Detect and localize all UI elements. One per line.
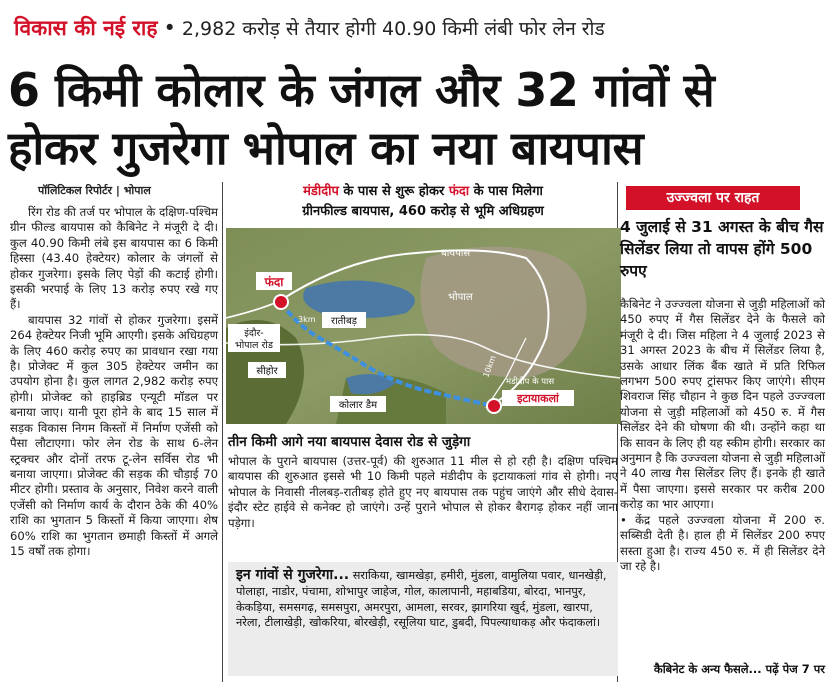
map-label-3km: 3km bbox=[298, 315, 316, 324]
ujjwala-paragraph: कैबिनेट ने उज्ज्वला योजना से जुड़ी महिलाओं को 450 रुपए में गैस सिलेंडर देने के फैसले को मंजूरी दे दी। जिस महिला ने 4 जुलाई 2023 से 31 अगस्त 2023 के बीच में सिलेंडर लिया है, उसके आधार लिंक बैंक खाते में प्रति रिफिल लगभग 500 रुपए ट्रांसफर किए जाएंगे। सीएम शिवराज सिंह चौहान ने कुछ दिन पहले उज्ज्वला योजना से जुड़ी महिलाओं को 450 रु. में गैस सिलेंडर देने की घोषणा की थी। उन्होंने कहा था कि सावन के लिए ही यह स्कीम होगी। सरकार का अनुमान है कि उज्ज्वला योजना से जुड़ी महिलाओं ने 40 लाख गैस सिलेंडर लिए हैं। इनके ही खाते में पैसा जाएगा। इससे सरकार पर करीब 200 करोड़ का भार आएगा। bbox=[620, 297, 825, 512]
villages-title: इन गांवों से गुजरेगा... bbox=[236, 567, 350, 583]
map-caption-fanda: फंदा bbox=[448, 184, 470, 199]
sub-headline-dewas-road: तीन किमी आगे नया बायपास देवास रोड से जुड़ेगा bbox=[228, 434, 471, 450]
map-label-sehore: सीहोर bbox=[256, 366, 278, 377]
map-caption-part: के पास से शुरू होकर bbox=[338, 184, 449, 199]
left-paragraph: बायपास 32 गांवों से होकर गुजरेगा। इसमें 264 हेक्टेयर निजी भूमि आएगी। इसके अधिग्रहण के लिए 460 करोड़ रुपए का प्रावधान रखा गया है। प्रोजेक्ट में कुल 305 हेक्टेयर जमीन का उपयोग होना है। कुल लागत 2,982 करोड़ रुपए होगी। प्रोजेक्ट को हाइब्रिड एन्यूटी मॉडल पर बनाया जाए। यानी पूरा होने के बाद 15 साल में सड़क विकास निगम किस्तों में निर्माण एजेंसी को पैसा लौटाएगा। फोर लेन रोड के साथ 6-लेन स्ट्रक्चर और दोनों तरफ टू-लेन सर्विस रोड भी बनाया जाएगा। प्रोजेक्ट की सड़क की चौड़ाई 70 मीटर होगी। प्रस्ताव के अनुसार, निवेश करने वाली एजेंसी को निर्माण कार्य के दौरान ठेके की 40% राशि का भुगतान 5 किस्तों में किया जाएगा। शेष 60% राशि का भुगतान छमाही किस्तों में अगले 15 वर्षों तक होगा। bbox=[10, 312, 218, 558]
middle-article-body bbox=[228, 454, 618, 531]
other-decisions-link[interactable]: कैबिनेट के अन्य फैसले... पढ़ें पेज 7 पर bbox=[653, 662, 825, 676]
map-label-bhopal: भोपाल bbox=[448, 292, 473, 303]
map-caption-line-1 bbox=[228, 182, 618, 202]
kicker-label: विकास की नई राह bbox=[14, 16, 158, 40]
left-article-body bbox=[10, 205, 218, 559]
byline: पॉलिटिकल रिपोर्टर | भोपाल bbox=[38, 184, 151, 197]
map-label-ratibad: रातीबड़ bbox=[330, 316, 358, 327]
kicker bbox=[14, 14, 824, 48]
left-paragraph: रिंग रोड की तर्ज पर भोपाल के दक्षिण-पश्चिम ग्रीन फील्ड बायपास को कैबिनेट ने मंजूरी दे दी। कुल 40.90 किमी लंबे इस बायपास का 6 किमी हिस्सा (43.40 हेक्टेयर) कोलार के जंगलों से होकर गुजरेगा। इसके लिए पेड़ों की कटाई होगी। इसकी भरपाई के लिए 13 करोड़ रुपए रखे गए हैं। bbox=[10, 205, 218, 312]
map-caption bbox=[228, 182, 618, 222]
map-label-fanda: फंदा bbox=[264, 275, 284, 289]
headline-line-1: 6 किमी कोलार के जंगल और 32 गांवों से bbox=[8, 63, 715, 117]
villages-text-block bbox=[236, 568, 612, 631]
villages-list: सराकिया, खामखेड़ा, हमीरी, मुंडला, वामुलिया पवार, धानखेड़ी, पोलाहा, नाडोर, पंचामा, शोभापुर जाहेज, गोल, कालापानी, महाबडिया, बोरदा, भानपुर, केकड़िया, समसगढ़, समसपुरा, अमरपुरा, आमला, सरवर, झागरिया खुर्द, मुंडला, खारपा, नरेला, टीलाखेड़ी, खोकरिया, बोरखेड़ी, रसूलिया घाट, डुबदी, पिपल्याधाकड़ और फंदाकलां। bbox=[236, 569, 607, 630]
headline-line-2: होकर गुजरेगा भोपाल का नया बायपास bbox=[8, 121, 644, 175]
map-label-kolar-dam: कोलार डैम bbox=[338, 400, 378, 411]
map-caption-line-2: ग्रीनफील्ड बायपास, 460 करोड़ से भूमि अधिग्रहण bbox=[302, 204, 544, 219]
ujjwala-paragraph: • केंद्र पहले उज्ज्वला योजना में 200 रु. सब्सिडी देती है। हाल ही में सिलेंडर 200 रुपए सस्ता हुआ है। राज्य 450 रु. में ही सिलेंडर देने जा रहे है। bbox=[620, 512, 825, 573]
map-caption-part: के पास मिलेगा bbox=[469, 184, 543, 199]
ujjwala-headline: 4 जुलाई से 31 अगस्त के बीच गैस सिलेंडर लिया तो वापस होंगे 500 रुपए bbox=[620, 218, 824, 280]
ujjwala-tag: उज्ज्वला पर राहत bbox=[626, 186, 800, 210]
map-label-indore-road-2: भोपाल रोड bbox=[235, 340, 273, 351]
kicker-text: 2,982 करोड़ से तैयार होगी 40.90 किमी लंबी फोर लेन रोड bbox=[181, 18, 605, 40]
map-label-itayakalan: इटायाकलां bbox=[517, 392, 559, 405]
bypass-route-map bbox=[226, 228, 621, 424]
map-marker-fanda bbox=[274, 295, 288, 309]
middle-paragraph: भोपाल के पुराने बायपास (उत्तर-पूर्व) की शुरुआत 11 मील से हो रही है। दक्षिण पश्चिम बायपास की शुरुआत इससे भी 10 किमी पहले मंडीदीप के इटायाकलां गांव से होगी। नए भोपाल के निवासी नीलबड़-रातीबड़ होते हुए नए बायपास तक पहुंच जाएंगे और सीधे देवास-इंदौर स्टेट हाईवे से कनेक्ट हो जाएंगे। उन्हें पुराने भोपाल से होकर बैरागढ़ होकर नहीं जाना पड़ेगा। bbox=[228, 454, 618, 530]
map-label-bypass: बायपास bbox=[441, 248, 471, 259]
map-label-mandideep-near: मंडीदीप के पास bbox=[506, 377, 555, 387]
map-marker-itayakalan bbox=[487, 399, 501, 413]
map-caption-mandideep: मंडीदीप bbox=[303, 184, 339, 199]
villages-box bbox=[228, 562, 618, 676]
kicker-bullet: • bbox=[163, 16, 176, 40]
map-label-indore-road-1: इंदौर- bbox=[244, 328, 264, 339]
map-label-10km: 10km bbox=[481, 354, 498, 379]
column-separator-left bbox=[222, 182, 223, 682]
ujjwala-article-body bbox=[620, 297, 825, 574]
